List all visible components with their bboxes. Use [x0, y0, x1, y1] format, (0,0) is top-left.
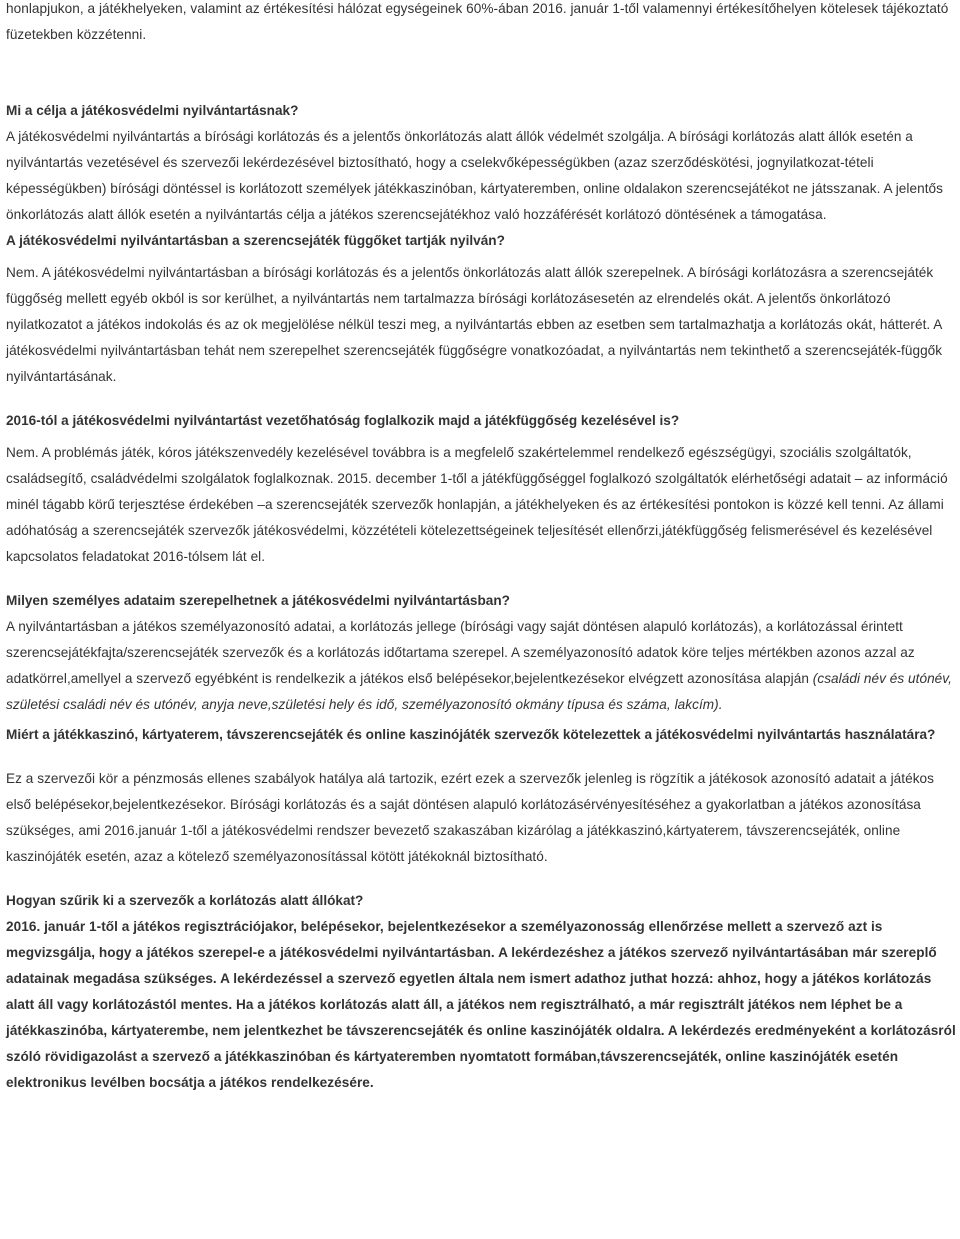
section-heading: A játékosvédelmi nyilvántartásban a szerencsejáték függőket tartják nyilván?: [6, 233, 505, 248]
intro-paragraph: honlapjukon, a játékhelyeken, valamint az értékesítési hálózat egységeinek 60%-ában 2016. január 1-től valamennyi értékesítőhelyen kötelesek tájékoztató füzetekben közzétenni.: [6, 1, 949, 42]
paragraph-italic-text: (családi név és utónév, születési családi név és utónév, anyja neve,születési hely és idő, személyazonosító okmány típusa és száma, lakcím).: [6, 671, 952, 712]
section-paragraph-bold: 2016. január 1-től a játékos regisztrációjakor, belépésekor, bejelentkezésekor a személyazonosság ellenőrzése mellett a szervező azt is megvizsgálja, hogy a játékos szerepel-e a játékosvédelmi nyilvántartásban. A lekérdezéshez a játékos szervező nyilvántartásában már szereplő adatainak megadása szükséges. A lekérdezéssel a szervező egyetlen általa nem ismert adathoz juthat hozzá: ahhoz, hogy a játékos korlátozás alatt áll vagy korlátozástól mentes. Ha a játékos korlátozás alatt áll, a játékos nem regisztrálható, a már regisztrált játékos nem léphet be a játékkaszinóba, kártyaterembe, nem jelentkezhet be távszerencsejáték és online kaszinójáték oldalra. A lekérdezés eredményeként a korlátozásról szóló rövidigazolást a szervező a játékkaszinóban és kártyateremben nyomtatott formában,távszerencsejáték, online kaszinójáték esetén elektronikus levélben bocsátja a játékos rendelkezésére.: [6, 919, 956, 1090]
section-paragraph: Ez a szervezői kör a pénzmosás ellenes szabályok hatálya alá tartozik, ezért ezek a szervezők jelenleg is rögzítik a játékosok azonosító adatait a játékos első belépésekor,bejelentkezésekor. Bírósági korlátozás és a saját döntésen alapuló korlátozásérvényesítéséhez a gyakorlatban a játékos azonosítása szükséges, ami 2016.január 1-től a játékosvédelmi rendszer bevezető szakaszában kizárólag a játékkaszinó,kártyaterem, távszerencsejáték, online kaszinójáték esetén, azaz a kötelező személyazonosítással kötött játékoknál biztosítható.: [6, 771, 935, 864]
section-purpose: [0, 98, 960, 228]
section-personal-data: [0, 588, 960, 718]
section-paragraph: A játékosvédelmi nyilvántartás a bírósági korlátozás és a jelentős önkorlátozás alatt állók védelmét szolgálja. A bírósági korlátozás alatt állók esetén a nyilvántartás vezetésével és szervezői lekérdezésével biztosítható, hogy a cselekvőképességükben (azaz szerződéskötési, jognyilatkozat-tételi képességükben) bírósági döntéssel is korlátozott személyek játékkaszinóban, kártyateremben, online oldalakon szerencsejátékot ne játsszanak. A jelentős önkorlátozás alatt állók esetén a nyilvántartás célja a játékos szerencsejátékhoz való hozzáférését korlátozó döntésének a támogatása.: [6, 129, 943, 222]
section-paragraph: Nem. A problémás játék, kóros játékszenvedély kezelésével továbbra is a megfelelő szakértelemmel rendelkező egészségügyi, szociális szolgáltatók, családsegítő, családvédelmi szolgálatok foglalkoznak. 2015. december 1-től a játékfüggőséggel foglalkozó szolgáltatók elérhetőségi adatait – az információ minél tágabb körű terjesztése érdekében –a szerencsejáték szervezők honlapján, a játékhelyeken és az értékesítési pontokon is közzé kell tenni. Az állami adóhatóság a szerencsejáték szervezők játékosvédelmi, közzétételi kötelezettségeinek teljesítését ellenőrzi,játékfüggőség felismerésével és kezelésével kapcsolatos feladatokat 2016-tólsem lát el.: [6, 445, 948, 564]
section-paragraph: Nem. A játékosvédelmi nyilvántartásban a bírósági korlátozás és a jelentős önkorlátozás alatt állók szerepelnek. A bírósági korlátozásra a szerencsejáték függőség mellett egyéb okból is sor kerülhet, a nyilvántartás nem tartalmazza bírósági korlátozásesetén az elrendelés okát. A jelentős önkorlátozó nyilatkozatot a játékos indokolás és az ok megjelölése nélkül teszi meg, a nyilvántartás ebben az esetben sem tartalmazhatja a korlátozás okát, hátterét. A játékosvédelmi nyilvántartásban tehát nem szerepelhet szerencsejáték függőségre vonatkozóadat, a nyilvántartás nem tekinthető a szerencsejáték-függők nyilvántartásának.: [6, 265, 943, 384]
section-heading: 2016-tól a játékosvédelmi nyilvántartást vezetőhatóság foglalkozik majd a játékfüggőség kezelésével is?: [6, 413, 680, 428]
section-obligated-organizers: [0, 722, 960, 870]
section-paragraph: [0, 614, 960, 718]
section-heading: Miért a játékkaszinó, kártyaterem, távszerencsejáték és online kaszinójáték szervezők kötelezettek a játékosvédelmi nyilvántartás használatára?: [6, 727, 936, 742]
section-heading: Milyen személyes adataim szerepelhetnek a játékosvédelmi nyilvántartásban?: [6, 593, 510, 608]
paragraph-text: A nyilvántartásban a játékos személyazonosító adatai, a korlátozás jellege (bírósági vagy saját döntésen alapuló korlátozás), a korlátozással érintett szerencsejátékfajta/szerencsejáték szervezők és a korlátozás időtartama szerepel. A személyazonosító adatok köre teljes mértékben azonos azzal az adatkörrel,amellyel a szervező egyébként is rendelkezik a játékos első belépésekor,bejelentkezésekor elvégzett azonosítása alapján: [6, 619, 915, 686]
section-heading: Hogyan szűrik ki a szervezők a korlátozás alatt állókat?: [6, 893, 364, 908]
section-filtering: [0, 888, 960, 1096]
section-addicts: [0, 228, 960, 390]
section-authority: [0, 408, 960, 570]
section-heading: Mi a célja a játékosvédelmi nyilvántartásnak?: [6, 103, 299, 118]
